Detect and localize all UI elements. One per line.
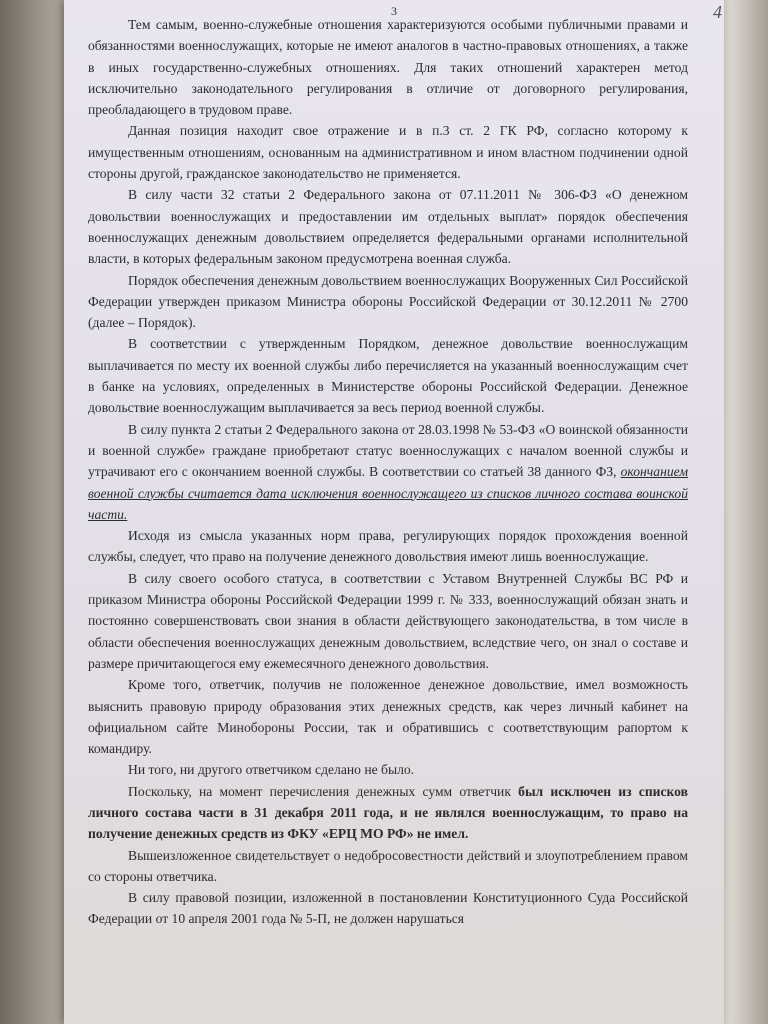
handwritten-page-mark: 4 [713,2,722,22]
paragraph [88,781,688,845]
document-body [88,14,688,930]
desk-background-left [0,0,70,1024]
paragraph: Данная позиция находит свое отражение и в п.3 ст. 2 ГК РФ, согласно которому к имущественным отношениям, основанным на административном и ином властном подчинении одной стороны другой, гражданское законодательство не применяется. [88,123,688,182]
paragraph: В силу правовой позиции, изложенной в постановлении Конституционного Суда Российской Федерации от 10 апреля 2001 года № 5-П, не должен нарушаться [88,890,688,927]
paragraph: В силу своего особого статуса, в соответствии с Уставом Внутренней Службы ВС РФ и приказом Министра обороны Российской Федерации 1999 г. № 333, военнослужащий обязан знать и постоянно совершенствовать свои знания в области действующего законодательства, в том числе в области обеспечения военнослужащих денежным довольствием, вследствие чего, он знал о составе и размере причитающегося ему ежемесячного денежного довольствия. [88,570,688,671]
paragraph: Порядок обеспечения денежным довольствием военнослужащих Вооруженных Сил Российской Федерации утвержден приказом Министра обороны Российской Федерации от 30.12.2011 № 2700 (далее – Порядок). [88,272,688,331]
paragraph: В соответствии с утвержденным Порядком, денежное довольствие военнослужащим выплачивается по месту их военной службы либо перечисляется на указанный военнослужащим счет в банке на условиях, определенных в Министерстве обороны Российской Федерации. Денежное довольствие военнослужащим выплачивается за весь период военной службы. [88,336,688,416]
paragraph [88,419,688,525]
paragraph: Кроме того, ответчик, получив не положенное денежное довольствие, имел возможность выяснить правовую природу образования этих денежных средств, как через личный кабинет на официальном сайте Минобороны России, так и обратившись с соответствующим рапортом к командиру. [88,677,688,757]
paragraph: Вышеизложенное свидетельствует о недобросовестности действий и злоупотреблением правом со стороны ответчика. [88,847,688,884]
bold-text: был исключен из списков личного состава части в 31 декабря 2011 года, и не являлся военнослужащим, то право на получение денежных средств из ФКУ «ЕРЦ МО РФ» не имел. [88,783,688,842]
page-number: 3 [391,4,397,18]
paragraph-text: В силу пункта 2 статьи 2 Федерального закона от 28.03.1998 № 53-ФЗ «О воинской обязанности и военной службе» граждане приобретают статус военнослужащих с началом военной службы и утрачивают его с окончанием военной службы. В соответствии со статьей 38 данного ФЗ, [88,421,688,480]
paragraph: Исходя из смысла указанных норм права, регулирующих порядок прохождения военной службы, следует, что право на получение денежного довольствия имеют лишь военнослужащие. [88,528,688,565]
paragraph: Ни того, ни другого ответчиком сделано не было. [128,762,415,778]
paragraph-text: Поскольку, на момент перечисления денежных сумм ответчик [128,783,519,799]
paragraph: В силу части 32 статьи 2 Федерального закона от 07.11.2011 № 306-ФЗ «О денежном довольствии военнослужащих и предоставлении им отдельных выплат» порядок обеспечения военнослужащих денежным довольствием определяется федеральными органами исполнительной власти, в которых федеральным законом предусмотрена военная служба. [88,187,688,267]
paragraph: Тем самым, военно-служебные отношения характеризуются особыми публичными правами и обязанностями военнослужащих, которые не имеют аналогов в частно-правовых отношениях, а также в иных государственно-служебных отношениях. Для таких отношений характерен метод исключительно законодательного регулирования в отличие от договорного регулирования, преобладающего в трудовом праве. [88,17,688,118]
document-page [64,0,724,1024]
underlined-text: окончанием военной службы считается дата исключения военнослужащего из списков личного состава воинской части. [88,464,688,522]
